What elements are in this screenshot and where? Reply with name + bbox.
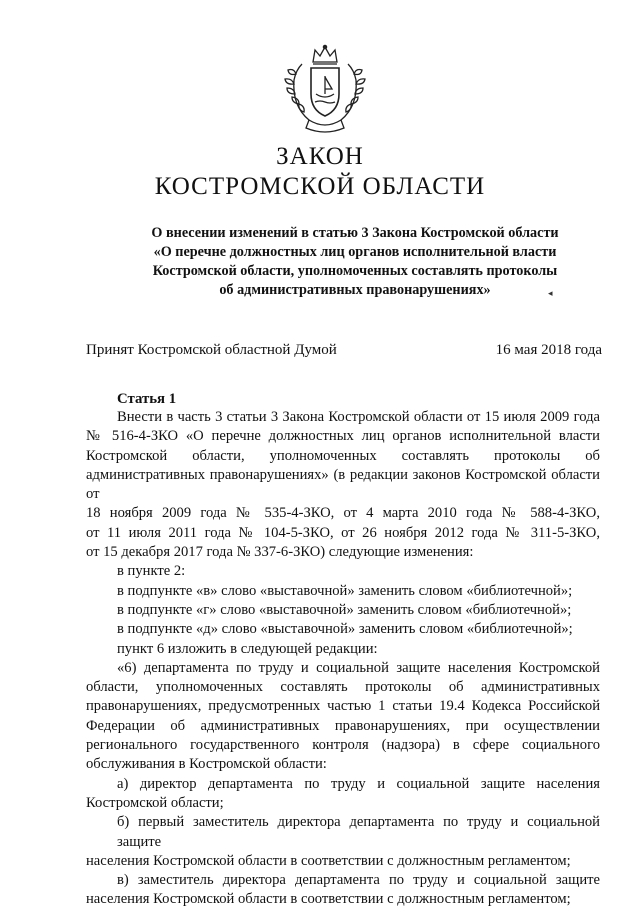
article-line: Костромской области; (86, 794, 224, 811)
article-line: в подпункте «д» слово «выставочной» заменить словом «библиотечной»; (117, 621, 573, 638)
article-line: Внести в часть 3 статьи 3 Закона Костромской области от 15 июля 2009 года (117, 409, 600, 425)
article-line: № 516-4-ЗКО «О перечне должностных лиц органов исполнительной власти (86, 428, 600, 445)
scan-artifact: ◂ (548, 288, 553, 298)
article-line: Костромской области, уполномоченных составлять протоколы об (86, 447, 600, 464)
article-line: «6) департамента по труду и социальной защите населения Костромской (117, 659, 600, 676)
article-line: б) первый заместитель директора департамента по труду и социальной защите (117, 814, 600, 850)
coat-of-arms-icon (282, 44, 368, 136)
article-line: а) директор департамента по труду и социальной защите населения (117, 775, 600, 792)
article-heading: Статья 1 (117, 391, 177, 407)
law-subject (120, 224, 590, 300)
adopted-by: Принят Костромской областной Думой (86, 342, 337, 358)
article-line: населения Костромской области в соответствии с должностным регламентом; (86, 891, 571, 908)
article-body (86, 408, 600, 910)
article-line: населения Костромской области в соответствии с должностным регламентом; (86, 852, 571, 869)
article-line: в подпункте «в» слово «выставочной» заменить словом «библиотечной»; (117, 582, 573, 599)
article-line: обслуживания в Костромской области: (86, 756, 327, 773)
subject-line: Костромской области, уполномоченных составлять протоколы (152, 263, 558, 279)
article-line: от 15 декабря 2017 года № 337-6-ЗКО) следующие изменения: (86, 544, 474, 561)
region-title: КОСТРОМСКОЙ ОБЛАСТИ (154, 173, 486, 200)
article-line: от 11 июля 2011 года № 104-5-ЗКО, от 26 ноября 2012 года № 311-5-ЗКО, (86, 524, 600, 541)
document-type-title: ЗАКОН (276, 143, 364, 170)
article-line: Федерации об административных правонарушениях, при осуществлении (86, 717, 600, 734)
article-line: регионального государственного контроля (надзора) в сфере социального (86, 737, 600, 754)
article-line: области, уполномоченных составлять протоколы об административных (86, 679, 600, 696)
article-line: в подпункте «г» слово «выставочной» заменить словом «библиотечной»; (117, 601, 572, 618)
article-line: административных правонарушениях» (в редакции законов Костромской области от (86, 466, 600, 503)
article-line: в пункте 2: (117, 563, 186, 580)
adoption-date: 16 мая 2018 года (495, 342, 602, 358)
article-line: 18 ноября 2009 года № 535-4-ЗКО, от 4 марта 2010 года № 588-4-ЗКО, (86, 505, 600, 522)
article-line: в) заместитель директора департамента по труду и социальной защите (117, 872, 600, 889)
subject-line: «О перечне должностных лиц органов исполнительной власти (153, 244, 557, 260)
subject-line: об административных правонарушениях» (219, 282, 491, 298)
subject-line: О внесении изменений в статью 3 Закона Костромской области (151, 225, 559, 241)
article-line: пункт 6 изложить в следующей редакции: (117, 640, 378, 657)
article-line: правонарушениях, предусмотренных частью 1 статьи 19.4 Кодекса Российской (86, 698, 600, 715)
